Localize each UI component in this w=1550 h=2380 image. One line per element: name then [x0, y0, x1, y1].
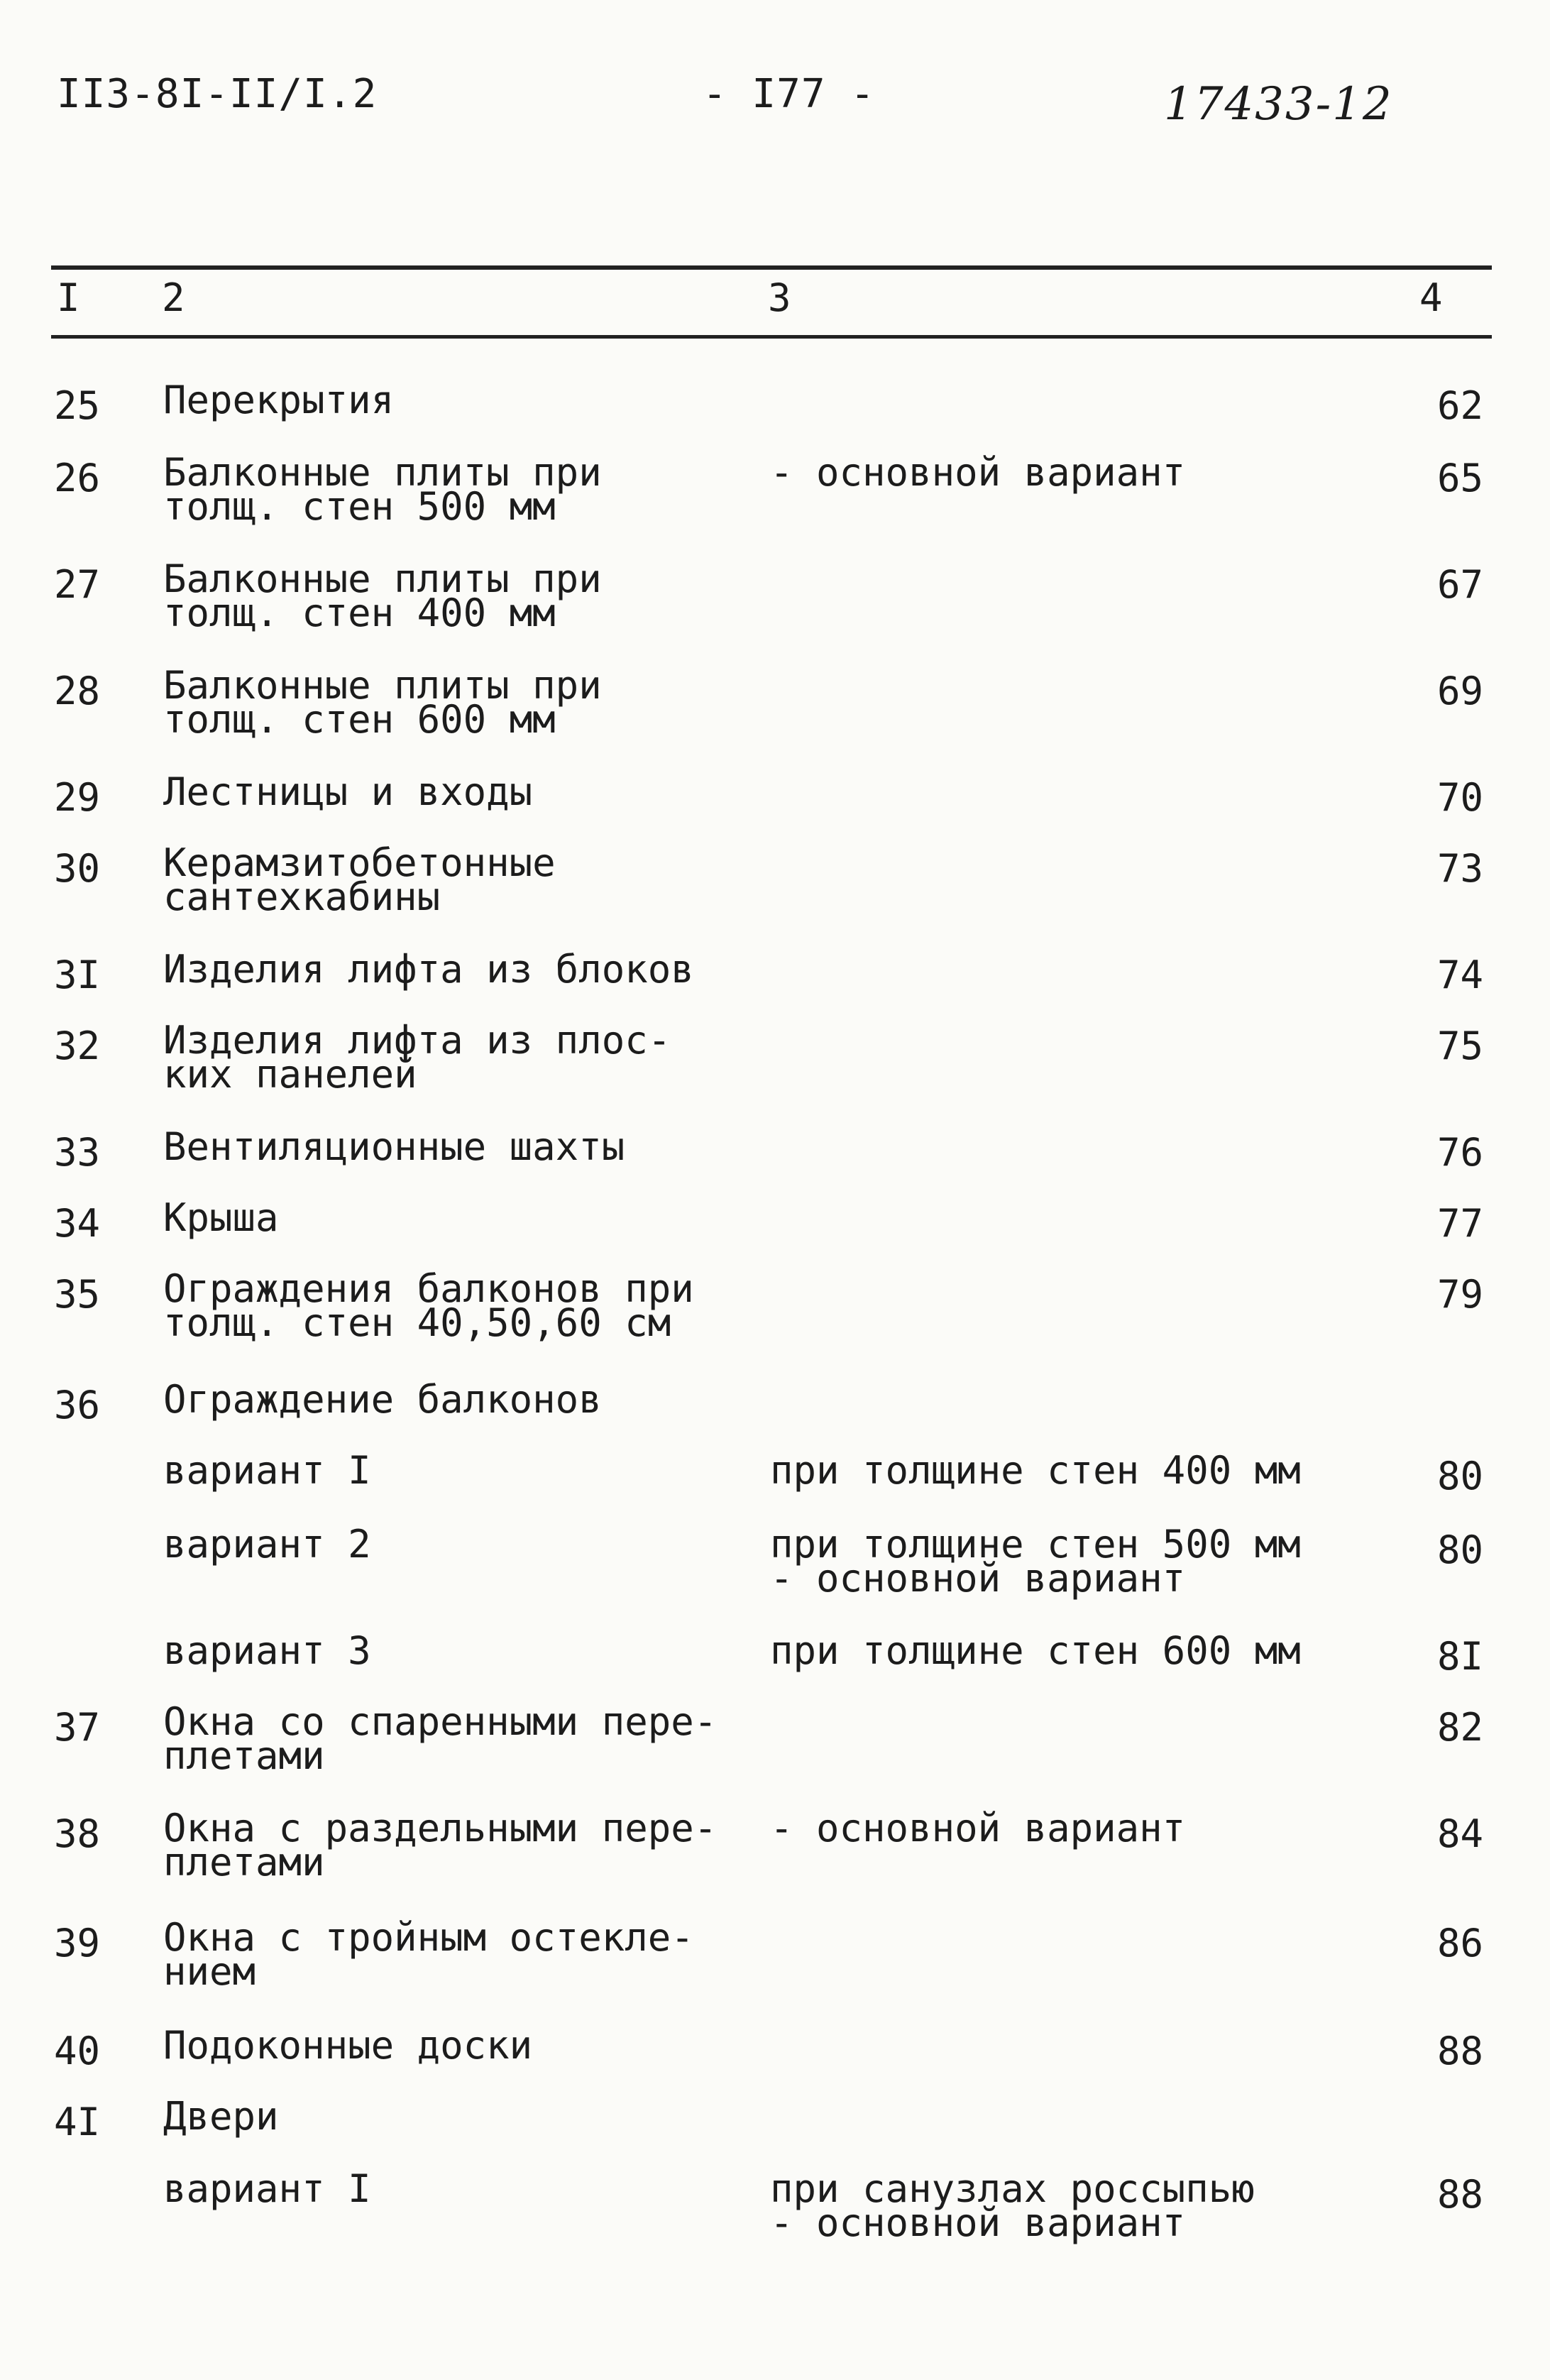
- row-page: 62: [1436, 383, 1483, 428]
- row-number: 4I: [54, 2100, 101, 2144]
- row-number: 30: [54, 846, 101, 891]
- row-page: 84: [1436, 1811, 1483, 1856]
- row-page: 74: [1436, 953, 1483, 997]
- row-description: Окна со спаренными пере- плетами: [163, 1699, 718, 1778]
- column-header-2: 2: [162, 275, 185, 320]
- page-number: - I77 -: [703, 71, 876, 117]
- row-description: Крыша: [163, 1195, 279, 1240]
- table-top-rule: [51, 265, 1492, 270]
- row-description: Подоконные доски: [163, 2023, 533, 2068]
- column-header-4: 4: [1419, 275, 1443, 320]
- row-number: 32: [54, 1024, 101, 1068]
- row-description: Перекрытия: [163, 378, 395, 422]
- row-note: - основной вариант: [770, 450, 1186, 495]
- row-note: при толщине стен 500 мм - основной вариант: [770, 1522, 1301, 1601]
- row-page: 86: [1436, 1921, 1483, 1965]
- row-note: при санузлах россыпью - основной вариант: [770, 2166, 1255, 2245]
- row-description: Лестницы и входы: [163, 769, 533, 814]
- row-page: 77: [1436, 1201, 1483, 1246]
- row-number: 27: [54, 562, 101, 607]
- row-description: Двери: [163, 2094, 279, 2139]
- row-page: 70: [1436, 775, 1483, 820]
- row-note: при толщине стен 400 мм: [770, 1448, 1301, 1493]
- handwritten-number: 17433-12: [1164, 78, 1393, 131]
- row-number: 3I: [54, 953, 101, 997]
- row-page: 79: [1436, 1272, 1483, 1317]
- row-page: 8I: [1436, 1634, 1483, 1679]
- row-description: Изделия лифта из блоков: [163, 947, 694, 992]
- row-description: Керамзитобетонные сантехкабины: [163, 840, 556, 919]
- row-page: 76: [1436, 1130, 1483, 1175]
- row-description: вариант 3: [163, 1628, 371, 1673]
- table-header-rule: [51, 335, 1492, 339]
- row-description: вариант I: [163, 1448, 371, 1493]
- row-page: 88: [1436, 2029, 1483, 2073]
- row-description: Окна с тройным остекле- нием: [163, 1915, 694, 1994]
- row-number: 29: [54, 775, 101, 820]
- row-number: 35: [54, 1272, 101, 1317]
- row-page: 69: [1436, 669, 1483, 713]
- row-description: Балконные плиты при толщ. стен 600 мм: [163, 663, 602, 742]
- row-number: 25: [54, 383, 101, 428]
- row-page: 65: [1436, 456, 1483, 500]
- row-number: 40: [54, 2029, 101, 2073]
- row-number: 26: [54, 456, 101, 500]
- row-page: 82: [1436, 1705, 1483, 1750]
- row-description: вариант I: [163, 2166, 371, 2211]
- row-number: 33: [54, 1130, 101, 1175]
- row-note: - основной вариант: [770, 1806, 1186, 1850]
- row-description: Балконные плиты при толщ. стен 500 мм: [163, 450, 602, 529]
- row-number: 38: [54, 1811, 101, 1856]
- row-description: Ограждения балконов при толщ. стен 40,50,60 см: [163, 1266, 694, 1345]
- document-code: II3-8I-II/I.2: [57, 71, 378, 117]
- row-number: 37: [54, 1705, 101, 1750]
- row-number: 34: [54, 1201, 101, 1246]
- row-page: 67: [1436, 562, 1483, 607]
- row-description: Ограждение балконов: [163, 1377, 602, 1422]
- row-page: 88: [1436, 2172, 1483, 2217]
- row-description: Изделия лифта из плос- ких панелей: [163, 1018, 671, 1097]
- row-page: 73: [1436, 846, 1483, 891]
- row-number: 39: [54, 1921, 101, 1965]
- row-number: 28: [54, 669, 101, 713]
- row-description: Окна с раздельными пере- плетами: [163, 1806, 718, 1885]
- column-header-1: I: [57, 275, 80, 320]
- row-page: 80: [1436, 1528, 1483, 1572]
- row-description: Вентиляционные шахты: [163, 1124, 625, 1169]
- row-note: при толщине стен 600 мм: [770, 1628, 1301, 1673]
- row-number: 36: [54, 1383, 101, 1427]
- row-page: 80: [1436, 1454, 1483, 1498]
- row-description: Балконные плиты при толщ. стен 400 мм: [163, 556, 602, 635]
- row-page: 75: [1436, 1024, 1483, 1068]
- row-description: вариант 2: [163, 1522, 371, 1567]
- column-header-3: 3: [768, 275, 791, 320]
